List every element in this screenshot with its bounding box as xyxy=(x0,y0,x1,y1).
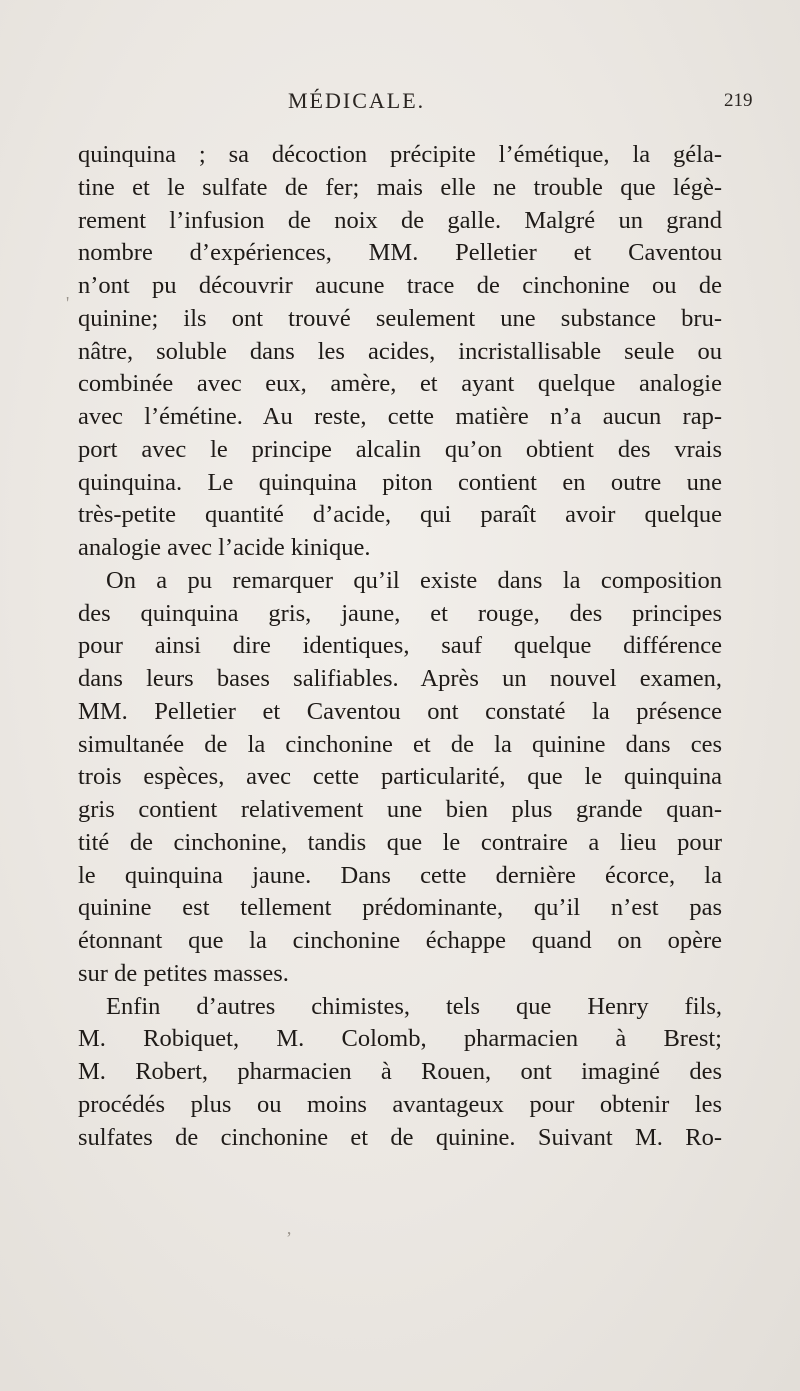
page-header xyxy=(0,88,800,128)
text-line: analogie avec l’acide kinique. xyxy=(78,534,371,561)
text-line: quinine est tellement prédominante, qu’il n’est pas xyxy=(78,894,722,922)
text-line: procédés plus ou moins avantageux pour obtenir les xyxy=(78,1090,722,1118)
text-line: nâtre, soluble dans les acides, incristallisable seule ou xyxy=(78,337,722,365)
text-line: gris contient relativement une bien plus grande quan- xyxy=(78,796,722,823)
text-line: rement l’infusion de noix de galle. Malgré un grand xyxy=(78,206,722,234)
text-line: étonnant que la cinchonine échappe quand on opère xyxy=(78,927,722,954)
text-line: quinine; ils ont trouvé seulement une substance bru- xyxy=(78,304,722,332)
running-head: MÉDICALE. xyxy=(288,88,426,113)
text-line: nombre d’expériences, MM. Pelletier et Caventou xyxy=(78,239,722,267)
text-line: combinée avec eux, amère, et ayant quelque analogie xyxy=(78,370,722,398)
text-line: M. Robiquet, M. Colomb, pharmacien à Brest; xyxy=(78,1025,722,1053)
text-line: pour ainsi dire identiques, sauf quelque différence xyxy=(78,632,722,660)
text-line: quinquina ; sa décoction précipite l’émétique, la géla- xyxy=(78,141,722,168)
text-line: M. Robert, pharmacien à Rouen, ont imaginé des xyxy=(78,1058,722,1085)
text-line: MM. Pelletier et Caventou ont constaté la présence xyxy=(78,697,722,725)
text-line: avec l’émétine. Au reste, cette matière n’a aucun rap- xyxy=(78,403,722,430)
text-line: n’ont pu découvrir aucune trace de cinchonine ou de xyxy=(78,272,722,299)
text-line: sulfates de cinchonine et de quinine. Suivant M. Ro- xyxy=(78,1123,722,1151)
margin-speck: ' xyxy=(66,293,70,313)
page-number: 219 xyxy=(724,90,753,111)
paragraph-start-line: On a pu remarquer qu’il existe dans la composition xyxy=(106,566,722,594)
text-line: tine et le sulfate de fer; mais elle ne trouble que légè- xyxy=(78,173,722,201)
text-line: simultanée de la cinchonine et de la quinine dans ces xyxy=(78,730,722,758)
text-line: sur de petites masses. xyxy=(78,959,289,987)
text-line: quinquina. Le quinquina piton contient en outre une xyxy=(78,468,722,496)
text-line: trois espèces, avec cette particularité, que le quinquina xyxy=(78,763,722,791)
text-line: tité de cinchonine, tandis que le contraire a lieu pour xyxy=(78,828,722,856)
text-line: des quinquina gris, jaune, et rouge, des principes xyxy=(78,599,722,627)
text-line: très-petite quantité d’acide, qui paraît avoir quelque xyxy=(78,501,722,529)
paragraph-start-line: Enfin d’autres chimistes, tels que Henry fils, xyxy=(106,992,722,1020)
text-line: port avec le principe alcalin qu’on obtient des vrais xyxy=(78,435,722,463)
paper-speck: ‚ xyxy=(286,1218,292,1238)
text-line: le quinquina jaune. Dans cette dernière écorce, la xyxy=(78,861,722,889)
text-line: dans leurs bases salifiables. Après un nouvel examen, xyxy=(78,665,722,692)
body-text xyxy=(78,139,722,1154)
